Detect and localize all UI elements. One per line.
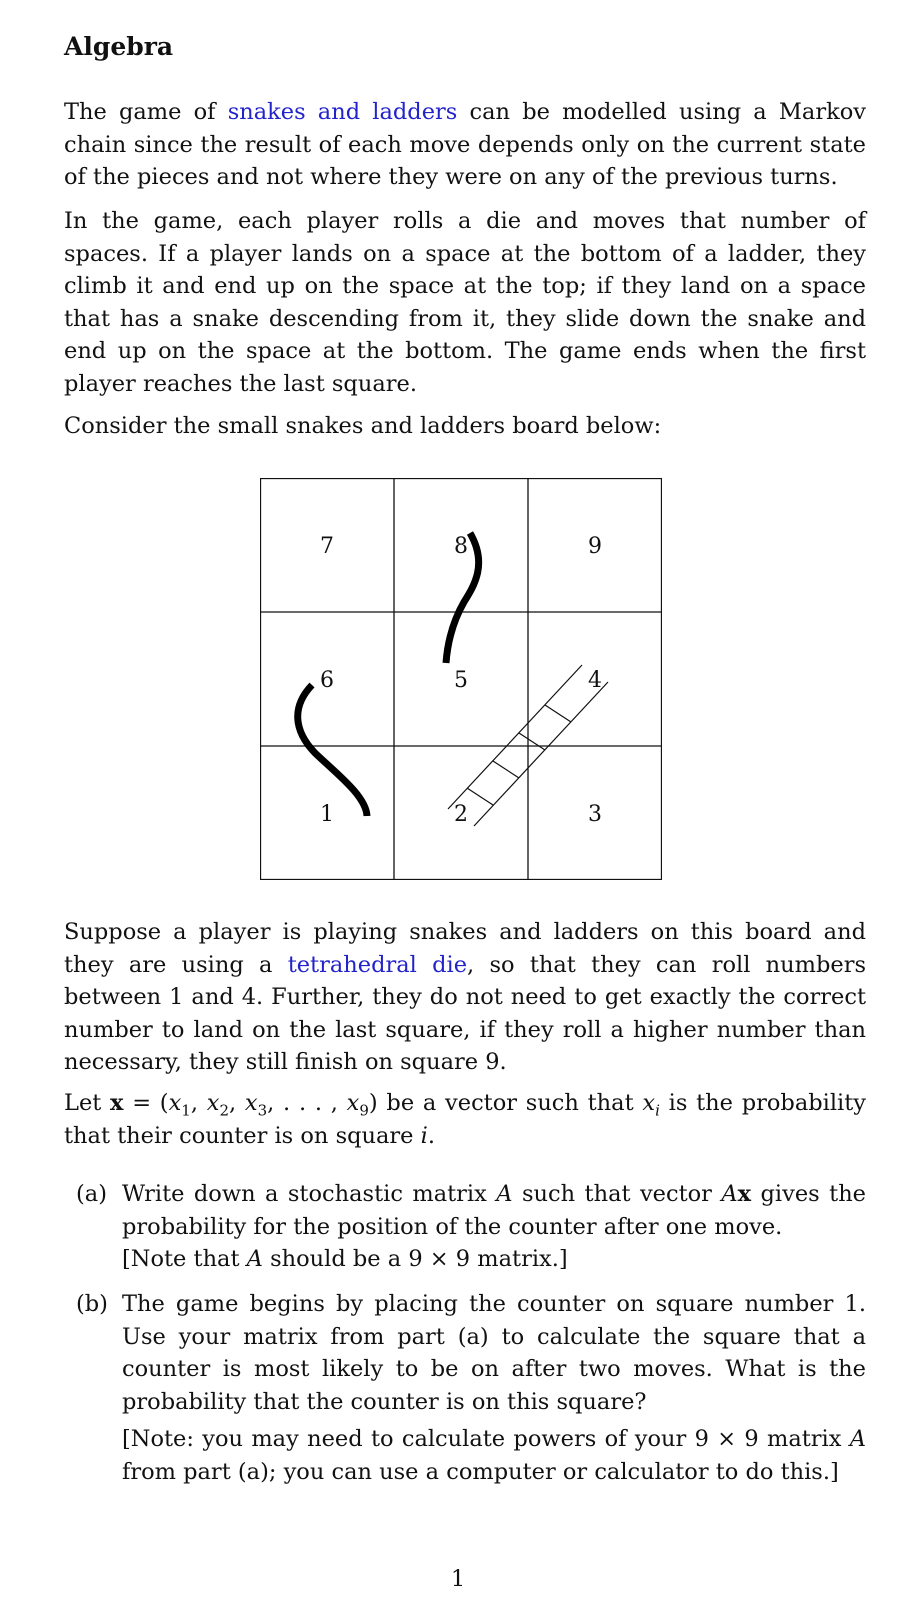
board-cell-4: 4: [588, 668, 602, 693]
part-a-note: [Note that A should be a 9 × 9 matrix.]: [122, 1246, 568, 1272]
board-cell-2: 2: [454, 802, 468, 827]
board-cell-3: 3: [588, 802, 602, 827]
game-board: [260, 478, 662, 890]
suppose-paragraph: Suppose a player is playing snakes and ladders on this board and they are using a tetrahedral die, so that they can roll numbers between 1 and 4. Further, they do not need to get exactly the correct number to land on the last square, if they roll a higher number than necessary, they still finish on square 9.: [64, 919, 866, 1075]
intro-paragraph: The game of snakes and ladders can be modelled using a Markov chain since the result of each move depends only on the current state of the pieces and not where they were on any of the previous turns.: [64, 99, 866, 190]
part-b-text: The game begins by placing the counter on square number 1. Use your matrix from part (a) to calculate the square that a counter is most likely to be on after two moves. What is the probability that the counter is on this square?: [122, 1291, 866, 1415]
board-cell-9: 9: [588, 534, 602, 559]
page-number: 1: [450, 1566, 466, 1592]
part-b-note: [Note: you may need to calculate powers of your 9 × 9 matrix A from part (a); you can use a computer or calculator to do this.]: [122, 1426, 866, 1485]
board-cell-1: 1: [320, 802, 334, 827]
consider-paragraph: Consider the small snakes and ladders board below:: [64, 413, 662, 439]
part-b-label: (b): [76, 1291, 108, 1317]
board-cell-7: 7: [320, 534, 334, 559]
part-a-label: (a): [76, 1181, 107, 1207]
vector-definition-paragraph: Let $x = (x_1$, $x_2$, $x_3$, . . . , $x_9$) be a vector such that $x_i$ is the probability that their counter is on square i.: [64, 1090, 866, 1149]
part-a-text: Write down a stochastic matrix A such that vector Ax gives the probability for the position of the counter after one move.: [122, 1181, 866, 1240]
page-title: Algebra: [64, 32, 174, 61]
tetrahedral-die-link[interactable]: tetrahedral die: [287, 951, 468, 978]
board-cell-6: 6: [320, 668, 334, 693]
board-cell-5: 5: [454, 668, 468, 693]
snake-6-to-1: [298, 685, 367, 816]
snakes-and-ladders-link[interactable]: snakes and ladders: [227, 99, 458, 125]
board-cell-8: 8: [454, 534, 468, 559]
rules-paragraph: In the game, each player rolls a die and moves that number of spaces. If a player lands on a space at the bottom of a ladder, they climb it and end up on the space at the top; if they land on a space that has a snake descending from it, they slide down the snake and end up on the space at the bottom. The game ends when the first player reaches the last square.: [64, 208, 866, 397]
